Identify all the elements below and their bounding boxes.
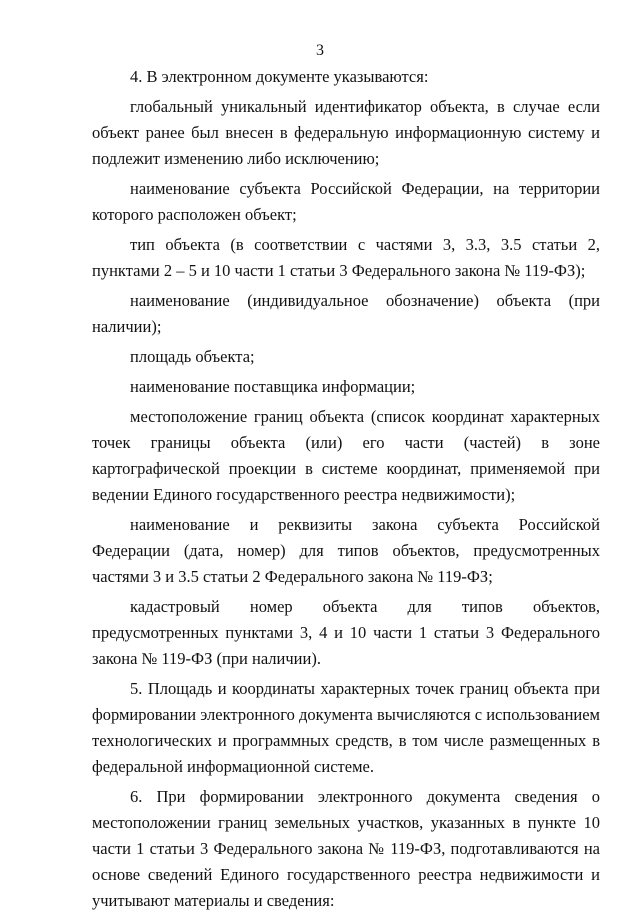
paragraph-law-details: наименование и реквизиты закона субъекта Российской Федерации (дата, номер) для типов объектов, предусмотренных частями 3 и 3.5 статьи 2 Федерального закона № 119-ФЗ;	[92, 515, 600, 586]
paragraph-item-6: 6. При формировании электронного документа сведения о местоположении границ земельных участков, указанных в пункте 10 части 1 статьи 3 Федерального закона № 119-ФЗ, подготавливаются на основе сведений Единого государственного реестра недвижимости и учитывают материалы и сведения:	[92, 787, 600, 910]
paragraph-item-4-heading: 4. В электронном документе указываются:	[130, 67, 429, 86]
paragraph-subject-name: наименование субъекта Российской Федерации, на территории которого расположен объект;	[92, 179, 600, 224]
document-body	[92, 64, 600, 918]
paragraph-global-identifier: глобальный уникальный идентификатор объекта, в случае если объект ранее был внесен в федеральную информационную систему и подлежит изменению либо исключению;	[92, 97, 600, 168]
paragraph-object-area: площадь объекта;	[130, 347, 255, 366]
paragraph-cadastral-number: кадастровый номер объекта для типов объектов, предусмотренных пунктами 3, 4 и 10 части 1 статьи 3 Федерального закона № 119-ФЗ (при наличии).	[92, 597, 600, 668]
paragraph-object-type: тип объекта (в соответствии с частями 3, 3.3, 3.5 статьи 2, пунктами 2 – 5 и 10 части 1 статьи 3 Федерального закона № 119-ФЗ);	[92, 235, 600, 280]
page-number: 3	[316, 42, 324, 59]
paragraph-object-name: наименование (индивидуальное обозначение) объекта (при наличии);	[92, 291, 600, 336]
paragraph-provider-name: наименование поставщика информации;	[130, 377, 416, 396]
paragraph-item-5: 5. Площадь и координаты характерных точек границ объекта при формировании электронного документа вычисляются с использованием технологических и программных средств, в том числе размещенных в федеральной информационной системе.	[92, 679, 600, 776]
paragraph-boundary-location: местоположение границ объекта (список координат характерных точек границы объекта (или) его части (частей) в зоне картографической проекции в системе координат, применяемой при ведении Единого государственного реестра недвижимости);	[92, 407, 600, 504]
